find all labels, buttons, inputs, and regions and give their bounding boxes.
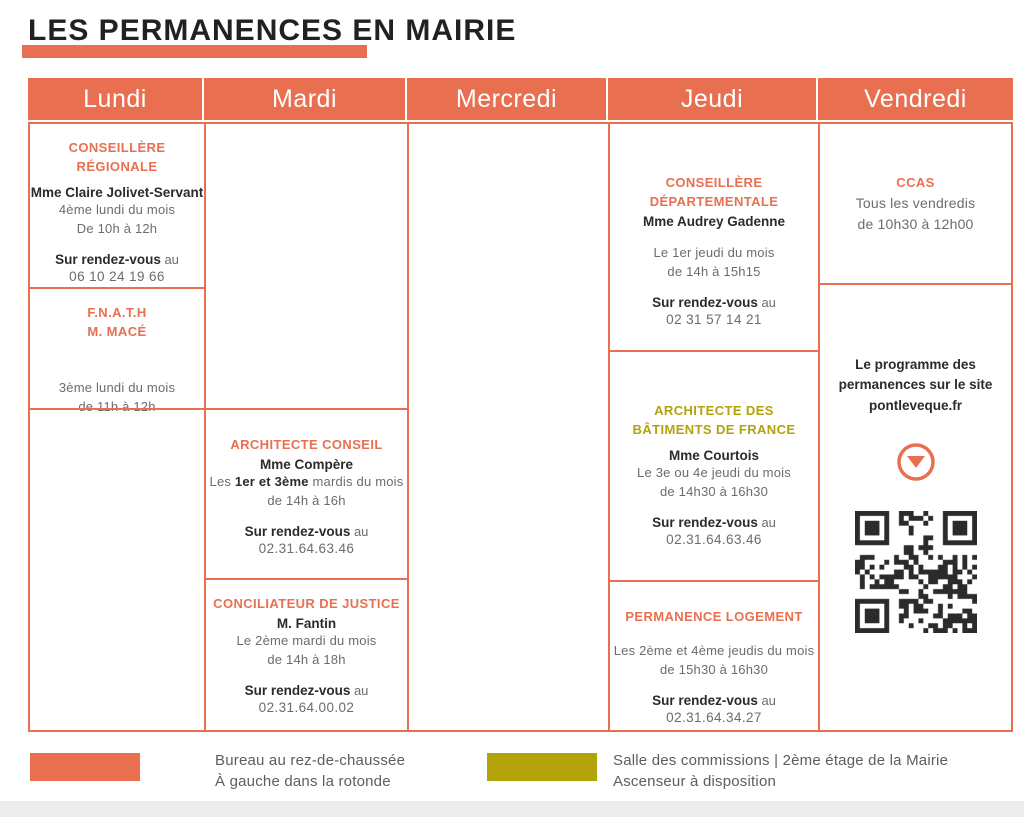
contact-name: M. Fantin [276, 615, 337, 631]
cell-empty [206, 122, 407, 408]
appointment-label: Sur rendez-vous [652, 692, 758, 708]
qr-code-wrap [820, 511, 1011, 638]
service-title [30, 139, 204, 177]
appointment-suffix: au [757, 294, 776, 310]
cell-permanence-logement [610, 580, 818, 730]
schedule-text: Les [209, 473, 235, 489]
schedule-line: de 14h30 à 16h30 [659, 484, 769, 500]
page-title: LES PERMANENCES EN MAIRIE [28, 14, 517, 47]
service-title-line: DÉPARTEMENTALE [649, 193, 779, 209]
schedule-line: Le 3e ou 4e jeudi du mois [637, 464, 791, 480]
legend-line: Ascenseur à disposition [613, 773, 777, 790]
download-arrow-icon [820, 440, 1011, 489]
appointment-label: Sur rendez-vous [244, 523, 351, 539]
service-title-line: ARCHITECTE DES [654, 403, 774, 418]
cell-fnath [30, 287, 204, 415]
appointment-label: Sur rendez-vous [244, 682, 351, 698]
cell-empty [30, 408, 204, 730]
appointment-suffix: au [757, 514, 776, 530]
appointment-note [206, 524, 407, 539]
schedule-line: De 10h à 12h [76, 221, 158, 237]
appointment-note [610, 295, 818, 310]
phone-number: 02.31.64.00.02 [258, 699, 355, 715]
column-mercredi [407, 122, 608, 732]
service-title-line: CONSEILLÈRE [665, 175, 763, 190]
schedule-line: de 15h30 à 16h30 [659, 662, 769, 678]
contact-name: Mme Audrey Gadenne [642, 213, 786, 229]
appointment-label: Sur rendez-vous [652, 514, 758, 530]
service-title: PERMANENCE LOGEMENT [625, 609, 803, 624]
phone-number: 06 10 24 19 66 [69, 268, 165, 284]
service-title [610, 174, 818, 212]
schedule-emphasis: 1er et 3ème [234, 473, 309, 489]
cell-architecte-conseil [206, 408, 407, 578]
cell-empty [409, 122, 608, 730]
phone-number: 02 31 57 14 21 [666, 311, 762, 327]
service-title [30, 304, 204, 342]
appointment-label: Sur rendez-vous [652, 294, 758, 310]
service-title-line: CONSEILLÈRE [68, 140, 166, 155]
day-header-vendredi: Vendredi [818, 78, 1013, 120]
schedule-line: de 10h30 à 12h00 [857, 215, 974, 232]
service-title-line: BÂTIMENTS DE FRANCE [632, 421, 796, 437]
phone-number: 02.31.64.63.46 [258, 540, 355, 556]
appointment-note [30, 252, 204, 267]
service-title: ARCHITECTE CONSEIL [230, 437, 383, 452]
schedule-line: de 14h à 18h [267, 652, 346, 668]
legend-line: Salle des commissions | 2ème étage de la Mairie [613, 752, 949, 769]
column-mardi [204, 122, 407, 732]
cell-ccas [820, 122, 1011, 283]
appointment-note [610, 515, 818, 530]
day-header-mardi: Mardi [204, 78, 407, 120]
legend-swatch-orange [30, 753, 140, 781]
cell-programme [820, 283, 1011, 730]
schedule-line: Le 2ème mardi du mois [236, 632, 377, 648]
column-lundi [28, 122, 204, 732]
service-title [610, 402, 818, 440]
appointment-suffix: au [160, 251, 179, 267]
appointment-label: Sur rendez-vous [55, 251, 161, 267]
cell-conseillere-regionale [30, 122, 204, 287]
service-title-line: RÉGIONALE [76, 158, 158, 174]
contact-name: Mme Claire Jolivet-Servant [30, 184, 204, 200]
service-title-line: F.N.A.T.H [87, 305, 147, 320]
appointment-suffix: au [350, 682, 369, 698]
legend-line: À gauche dans la rotonde [215, 773, 391, 790]
phone-number: 02.31.64.63.46 [666, 531, 762, 547]
schedule-line: 3ème lundi du mois [58, 379, 176, 395]
legend-swatch-olive [487, 753, 597, 781]
schedule-line: Les 2ème et 4ème jeudis du mois [613, 642, 815, 658]
service-title: CCAS [896, 175, 935, 190]
footer-bar [0, 801, 1024, 817]
programme-text: Le programme des permanences sur le site pontleveque.fr [838, 357, 993, 413]
day-header-jeudi: Jeudi [608, 78, 818, 120]
day-header-mercredi: Mercredi [407, 78, 608, 120]
legend-text-olive [613, 750, 948, 792]
day-header-row [28, 78, 1013, 120]
contact-name: Mme Compère [259, 456, 354, 472]
schedule-line: de 11h à 12h [78, 399, 156, 415]
appointment-suffix: au [757, 692, 776, 708]
phone-number: 02.31.64.34.27 [666, 709, 762, 725]
schedule-line [206, 472, 407, 492]
schedule-table [28, 122, 1013, 732]
schedule-line: Tous les vendredis [855, 194, 976, 211]
service-title: CONCILIATEUR DE JUSTICE [213, 596, 400, 611]
schedule-line: Le 1er jeudi du mois [653, 244, 775, 260]
cell-conciliateur-justice [206, 578, 407, 730]
cell-conseillere-departementale [610, 122, 818, 350]
qr-code [855, 511, 977, 633]
contact-name: Mme Courtois [668, 447, 759, 463]
appointment-note [610, 693, 818, 708]
appointment-suffix: au [350, 523, 369, 539]
column-jeudi [608, 122, 818, 732]
day-header-lundi: Lundi [28, 78, 204, 120]
legend-line: Bureau au rez-de-chaussée [215, 752, 406, 769]
appointment-note [206, 683, 407, 698]
schedule-line: 4ème lundi du mois [58, 201, 176, 217]
schedule-line: de 14h à 15h15 [667, 264, 761, 280]
column-vendredi [818, 122, 1013, 732]
schedule-text: mardis du mois [308, 473, 404, 489]
schedule-line: de 14h à 16h [267, 493, 346, 509]
legend-text-orange [215, 750, 405, 792]
cell-architecte-batiments [610, 350, 818, 580]
service-title-line: M. MACÉ [87, 323, 147, 339]
